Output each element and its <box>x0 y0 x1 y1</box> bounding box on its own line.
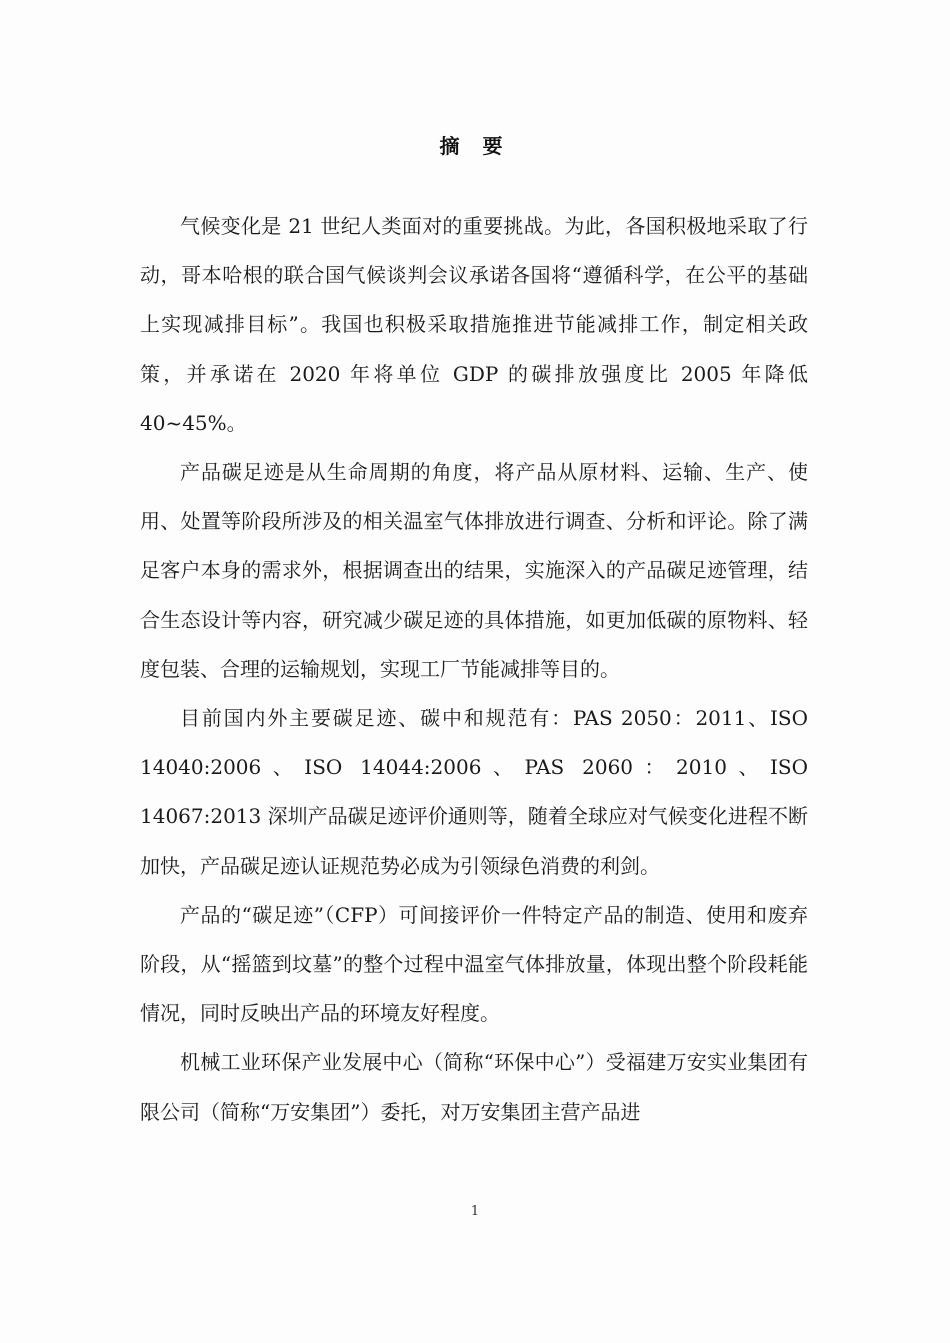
paragraph-carbon-footprint-definition: 产品碳足迹是从生命周期的角度，将产品从原材料、运输、生产、使用、处置等阶段所涉及的相关温室气体排放进行调查、分析和评论。除了满足客户本身的需求外，根据调查出的结果，实施深入的产品碳足迹管理，结合生态设计等内容，研究减少碳足迹的具体措施，如更加低碳的原物料、轻度包装、合理的运输规划，实现工厂节能减排等目的。 <box>140 460 808 681</box>
abstract-body <box>140 202 808 1137</box>
page-number: 1 <box>470 1204 480 1219</box>
paragraph-climate-change: 气候变化是 21 世纪人类面对的重要挑战。为此，各国积极地采取了行动，哥本哈根的联合国气候谈判会议承诺各国将“遵循科学，在公平的基础上实现减排目标”。我国也积极采取措施推进节能减排工作，制定相关政策，并承诺在 2020 年将单位 GDP 的碳排放强度比 2005 年降低 40~45%。 <box>140 214 808 435</box>
page-title: 摘 要 <box>439 134 511 158</box>
paragraph-standards: 目前国内外主要碳足迹、碳中和规范有：PAS 2050：2011、ISO 14040:2006、ISO 14044:2006、PAS 2060：2010、ISO 14067:2013 深圳产品碳足迹评价通则等，随着全球应对气候变化进程不断加快，产品碳足迹认证规范势必成为引领绿色消费的利剑。 <box>140 706 808 878</box>
paragraph-commission: 机械工业环保产业发展中心（简称“环保中心”）受福建万安实业集团有限公司（简称“万安集团”）委托，对万安集团主营产品进 <box>140 1050 808 1124</box>
paragraph-cfp: 产品的“碳足迹”（CFP）可间接评价一件特定产品的制造、使用和废弃阶段，从“摇篮到坟墓”的整个过程中温室气体排放量，体现出整个阶段耗能情况，同时反映出产品的环境友好程度。 <box>140 902 808 1026</box>
